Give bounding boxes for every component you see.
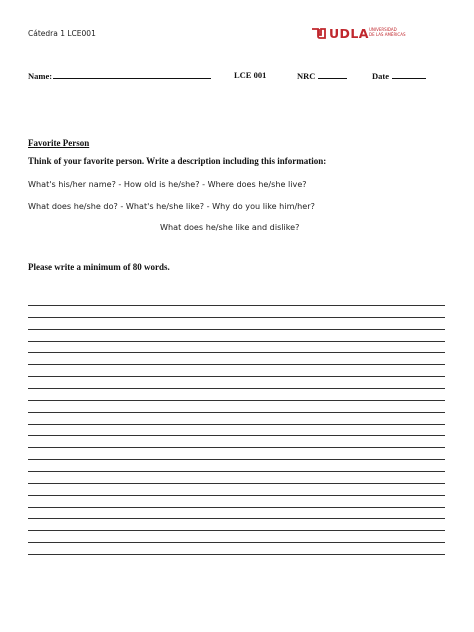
writing-line[interactable] [28,495,445,496]
writing-line[interactable] [28,542,445,543]
writing-line[interactable] [28,447,445,448]
writing-line[interactable] [28,471,445,472]
writing-line[interactable] [28,530,445,531]
minimum-words-note: Please write a minimum of 80 words. [28,262,170,272]
nrc-field [297,70,347,81]
date-blank[interactable] [392,70,426,79]
logo-subtitle-text: UNIVERSIDAD DE LAS AMÉRICAS [369,27,406,37]
nrc-label: NRC [297,71,316,81]
writing-line[interactable] [28,376,445,377]
date-label: Date [372,71,389,81]
writing-line[interactable] [28,483,445,484]
logo-text: UDLA [329,26,369,41]
name-field [28,70,211,81]
writing-line[interactable] [28,352,445,353]
course-label: LCE 001 [234,70,267,80]
writing-line[interactable] [28,305,445,306]
writing-line[interactable] [28,435,445,436]
writing-line[interactable] [28,400,445,401]
writing-line[interactable] [28,341,445,342]
name-label: Name: [28,71,53,81]
writing-line[interactable] [28,364,445,365]
course-field [234,70,266,80]
date-field [372,70,426,81]
writing-area[interactable] [28,305,445,566]
question-line-3: What does he/she like and dislike? [160,222,300,232]
section-title: Favorite Person [28,138,90,148]
instruction-text: Think of your favorite person. Write a description including this information: [28,156,327,166]
writing-line[interactable] [28,554,445,555]
question-line-1: What's his/her name? - How old is he/she? - Where does he/she live? [28,179,307,189]
writing-line[interactable] [28,388,445,389]
writing-line[interactable] [28,329,445,330]
university-logo [311,26,431,42]
writing-line[interactable] [28,424,445,425]
writing-line[interactable] [28,459,445,460]
nrc-blank[interactable] [318,70,347,79]
writing-line[interactable] [28,317,445,318]
course-code: Cátedra 1 LCE001 [28,29,96,38]
name-blank[interactable] [53,70,211,79]
writing-line[interactable] [28,507,445,508]
question-line-2: What does he/she do? - What's he/she like? - Why do you like him/her? [28,201,315,211]
logo-mark-icon [311,28,326,39]
logo-subtitle [369,27,406,37]
writing-line[interactable] [28,412,445,413]
writing-line[interactable] [28,518,445,519]
